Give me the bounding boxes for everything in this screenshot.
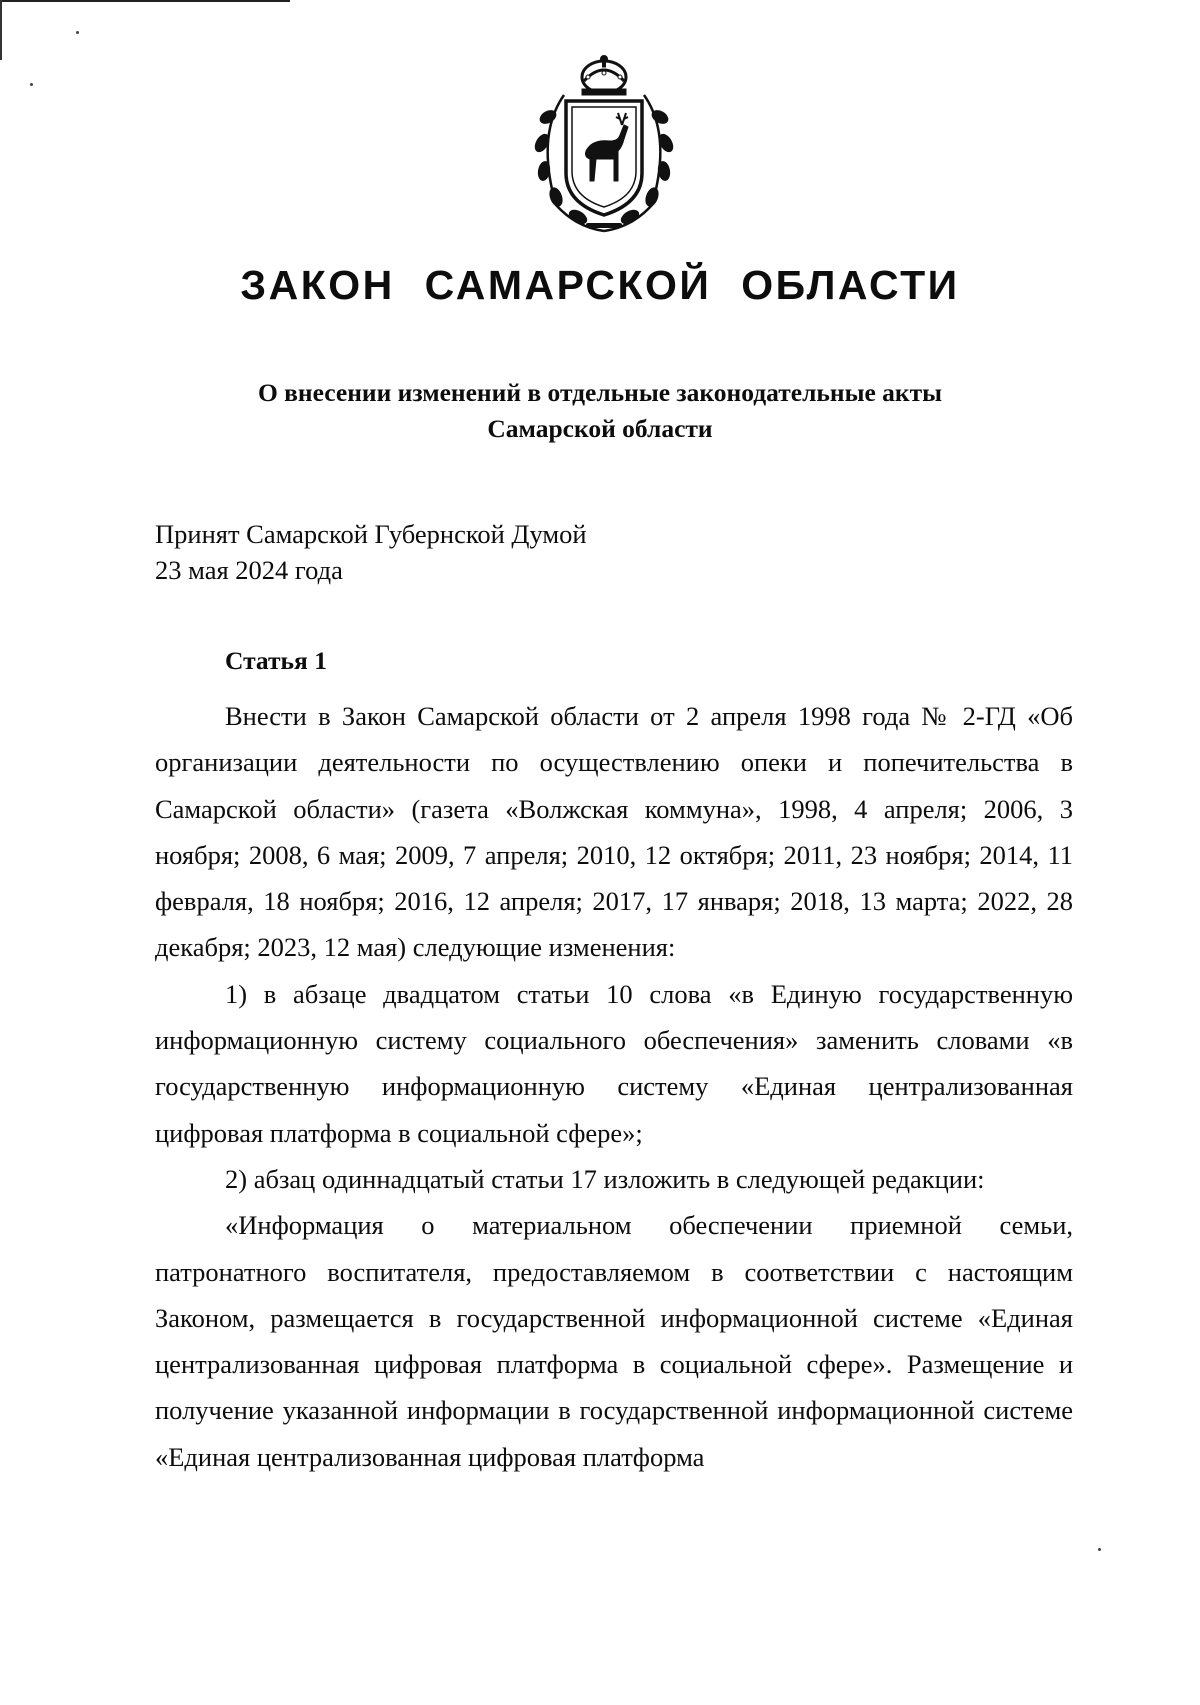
article-paragraph: 1) в абзаце двадцатом статьи 10 слова «в Единую государственную информационную систему социального обеспечения» заменить словами «в государственную информационную систему «Единая централизованная цифровая платформа в социальной сфере»; xyxy=(155,978,1073,1148)
scan-speck xyxy=(30,83,33,86)
article-paragraph: «Информация о материальном обеспечении приемной семьи, патронатного воспитателя, предоставляемом в соответствии с настоящим Законом, размещается в государственной информационной системе «Единая централизованная цифровая платформа в социальной сфере». Размещение и получение указанной информации в государственной информационной системе «Единая централизованная цифровая платформа xyxy=(155,1210,1073,1472)
subtitle-line: Самарской области xyxy=(487,414,713,443)
adoption-info xyxy=(155,516,587,588)
adopted-by: Принят Самарской Губернской Думой xyxy=(155,519,587,549)
subtitle-line: О внесении изменений в отдельные законодательные акты xyxy=(257,378,943,407)
article-paragraph: 2) абзац одиннадцатый статьи 17 изложить в следующей редакции: xyxy=(225,1163,985,1194)
law-subtitle xyxy=(0,375,1200,447)
adoption-date: 23 мая 2024 года xyxy=(155,555,343,585)
scan-edge xyxy=(0,0,290,2)
law-title: ЗАКОН САМАРСКОЙ ОБЛАСТИ xyxy=(240,262,960,308)
article-body xyxy=(155,693,1073,1480)
samara-coat-of-arms-icon xyxy=(526,55,682,233)
article-paragraph: Внести в Закон Самарской области от 2 апреля 1998 года № 2-ГД «Об организации деятельности по осуществлению опеки и попечительства в Самарской области» (газета «Волжская коммуна», 1998, 4 апреля; 2006, 3 ноября; 2008, 6 мая; 2009, 7 апреля; 2010, 12 октября; 2011, 23 ноября; 2014, 11 февраля, 18 ноября; 2016, 12 апреля; 2017, 17 января; 2018, 13 марта; 2022, 28 декабря; 2023, 12 мая) следующие изменения: xyxy=(155,701,1073,963)
scan-speck xyxy=(1098,1548,1101,1551)
article-heading: Статья 1 xyxy=(225,646,327,675)
scan-edge xyxy=(0,0,2,60)
scan-speck xyxy=(76,31,79,34)
